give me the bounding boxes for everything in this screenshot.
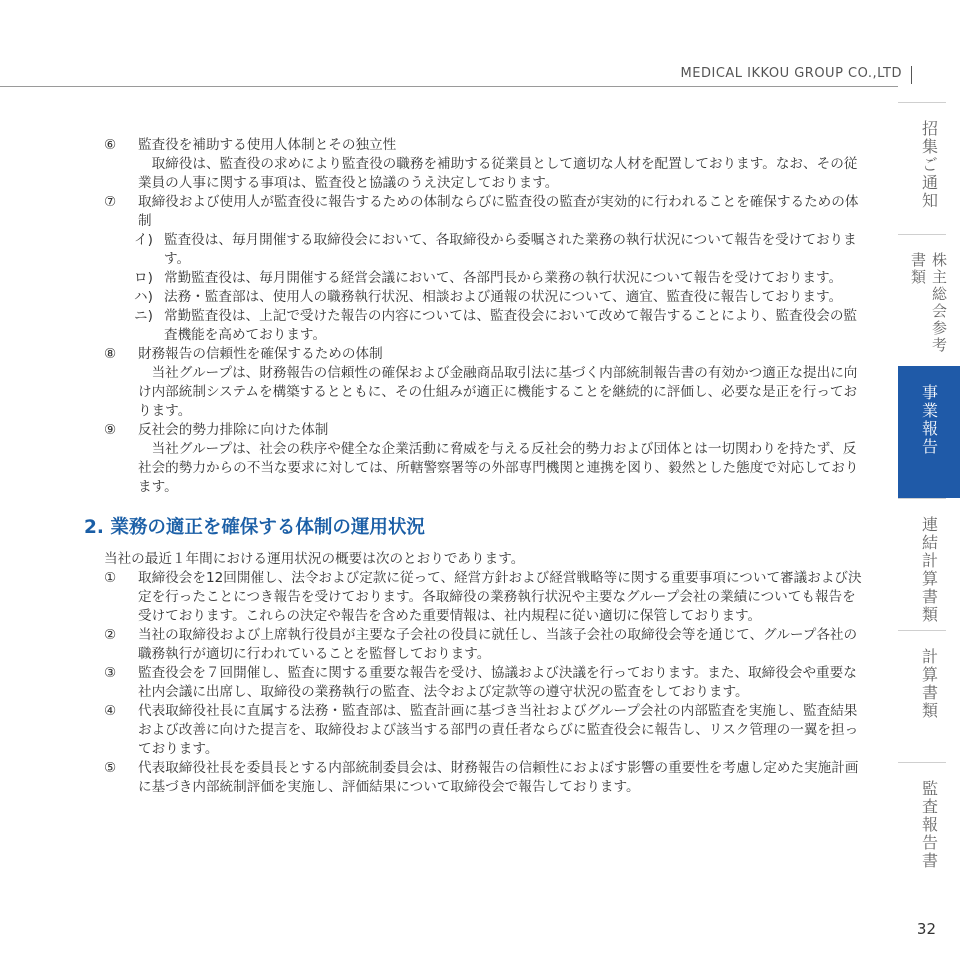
- item-title: 取締役および使用人が監査役に報告するための体制ならびに監査役の監査が実効的に行われることを確保するための体制: [138, 194, 859, 229]
- list-item: [104, 664, 868, 702]
- item-number: ⑤: [104, 760, 117, 776]
- sub-item: [104, 269, 868, 288]
- tab-divider: [898, 498, 946, 499]
- list-item: [104, 569, 868, 626]
- nav-tab-reference-documents[interactable]: [898, 234, 960, 366]
- sub-item: [104, 288, 868, 307]
- item-number: ⑧: [104, 346, 117, 362]
- sub-item-text: 常勤監査役は、毎月開催する経営会議において、各部門長から業務の執行状況について報告を受けております。: [164, 270, 843, 286]
- nav-tab-label: 株主総会参考書類: [909, 252, 948, 354]
- item-title: 反社会的勢力排除に向けた体制: [138, 422, 329, 438]
- section-intro: 当社の最近１年間における運用状況の概要は次のとおりであります。: [104, 551, 525, 567]
- nav-tab-consolidated-statements[interactable]: [898, 498, 960, 630]
- section-heading: 2. 業務の適正を確保する体制の運用状況: [84, 517, 425, 538]
- list-item: [104, 193, 868, 231]
- page-number: 32: [916, 920, 936, 938]
- sub-item-number: ニ): [134, 308, 153, 324]
- list-item: [104, 421, 868, 497]
- nav-tab-label: 計算書類: [919, 648, 939, 720]
- nav-tab-label: 連結計算書類: [919, 516, 939, 624]
- list-item: [104, 702, 868, 759]
- tab-divider: [898, 102, 946, 103]
- header-rule: [0, 86, 898, 87]
- item-body: 当社グループは、財務報告の信頼性の確保および金融商品取引法に基づく内部統制報告書の有効かつ適正な提出に向け内部統制システムを構築するとともに、その仕組みが適正に機能することを継続的に評価し、必要な是正を行っております。: [138, 365, 858, 419]
- item-body: 取締役は、監査役の求めにより監査役の職務を補助する従業員として適切な人材を配置しております。なお、その従業員の人事に関する事項は、監査役と協議のうえ決定しております。: [138, 156, 858, 191]
- list-item: [104, 759, 868, 797]
- item-text: 監査役会を７回開催し、監査に関する重要な報告を受け、協議および決議を行っております。また、取締役会や重要な社内会議に出席し、取締役の業務執行の監査、法令および定款等の遵守状況の監査をしております。: [138, 665, 857, 700]
- item-number: ①: [104, 570, 117, 586]
- tab-divider: [898, 234, 946, 235]
- item-text: 代表取締役社長を委員長とする内部統制委員会は、財務報告の信頼性におよぼす影響の重要性を考慮し定めた実施計画に基づき内部統制評価を実施し、評価結果について取締役会で報告しております。: [138, 760, 859, 795]
- nav-tab-label: 招集ご通知: [919, 120, 939, 210]
- sub-item-number: ハ): [134, 289, 153, 305]
- item-text: 代表取締役社長に直属する法務・監査部は、監査計画に基づき当社およびグループ会社の内部監査を実施し、監査結果および改善に向けた提言を、取締役および該当する部門の責任者ならびに監査役会に報告し、リスク管理の一翼を担っております。: [138, 703, 859, 757]
- tab-divider: [898, 762, 946, 763]
- list-item: [104, 626, 868, 664]
- nav-tab-business-report[interactable]: [898, 366, 960, 498]
- sub-item-number: ロ): [134, 270, 153, 286]
- list-item: [104, 136, 868, 193]
- item-title: 財務報告の信頼性を確保するための体制: [138, 346, 383, 362]
- item-text: 当社の取締役および上席執行役員が主要な子会社の役員に就任し、当該子会社の取締役会等を通じて、グループ各社の職務執行が適切に行われていることを監督しております。: [138, 627, 858, 662]
- item-number: ②: [104, 627, 117, 643]
- nav-tab-label: 監査報告書: [919, 780, 939, 870]
- item-text: 取締役会を12回開催し、法令および定款に従って、経営方針および経営戦略等に関する重要事項について審議および決定を行ったことにつき報告を受けております。各取締役の業務執行状況や主要なグループ会社の業績についても報告を受けております。これらの決定や報告を含めた重要情報は、社内規程に従い適切に保管しております。: [138, 570, 862, 624]
- nav-tab-label: 事業報告: [919, 384, 939, 456]
- nav-tab-financial-statements[interactable]: [898, 630, 960, 762]
- item-number: ④: [104, 703, 117, 719]
- nav-tab-notice[interactable]: [898, 102, 960, 234]
- item-number: ⑥: [104, 137, 117, 153]
- sub-item-text: 法務・監査部は、使用人の職務執行状況、相談および通報の状況について、適宜、監査役に報告しております。: [164, 289, 843, 305]
- sub-item-text: 監査役は、毎月開催する取締役会において、各取締役から委嘱された業務の執行状況について報告を受けております。: [164, 232, 857, 267]
- tab-divider: [898, 630, 946, 631]
- main-content: [84, 136, 868, 797]
- sub-item: [104, 231, 868, 269]
- company-name: MEDICAL IKKOU GROUP CO.,LTD: [680, 66, 902, 81]
- nav-tab-audit-report[interactable]: [898, 762, 960, 894]
- company-divider: [911, 66, 912, 84]
- item-title: 監査役を補助する使用人体制とその独立性: [138, 137, 397, 153]
- section-nav: [898, 102, 960, 894]
- item-number: ⑨: [104, 422, 117, 438]
- sub-item: [104, 307, 868, 345]
- item-number: ③: [104, 665, 117, 681]
- item-number: ⑦: [104, 194, 117, 210]
- sub-item-number: イ): [134, 232, 153, 248]
- list-item: [104, 345, 868, 421]
- item-body: 当社グループは、社会の秩序や健全な企業活動に脅威を与える反社会的勢力および団体とは一切関わりを持たず、反社会的勢力からの不当な要求に対しては、所轄警察署等の外部専門機関と連携を図り、毅然とした態度で対応しております。: [138, 441, 859, 495]
- sub-item-text: 常勤監査役は、上記で受けた報告の内容については、監査役会において改めて報告することにより、監査役会の監査機能を高めております。: [164, 308, 858, 343]
